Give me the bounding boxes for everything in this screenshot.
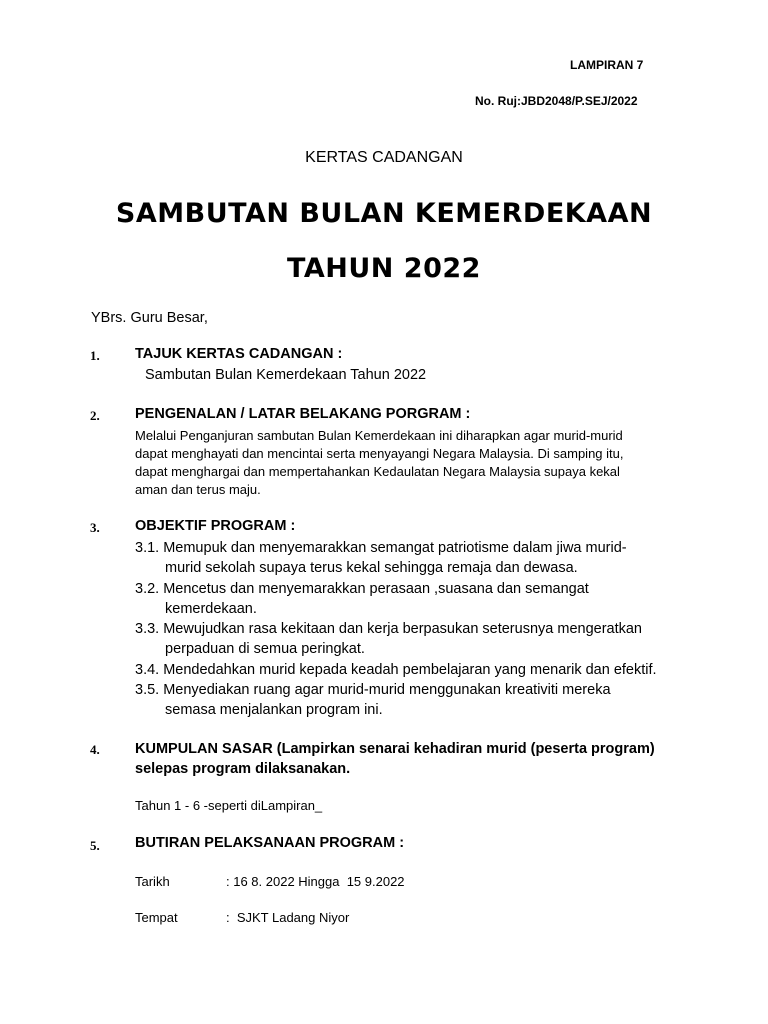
section-5-number: 5. <box>90 838 100 853</box>
objective-text: 3.3. Mewujudkan rasa kekitaan dan kerja berpasukan seterusnya mengeratkan <box>135 621 642 638</box>
salutation: YBrs. Guru Besar, <box>91 310 208 326</box>
objective-item <box>135 579 695 620</box>
section-1-number: 1. <box>90 348 100 363</box>
section-2-line: dapat menghargai dan mempertahankan Kedaulatan Negara Malaysia supaya kekal <box>135 464 620 479</box>
section-4-heading <box>135 739 655 779</box>
section-4-heading-line: selepas program dilaksanakan. <box>135 761 351 777</box>
objective-text: 3.5. Menyediakan ruang agar murid-murid menggunakan kreativiti mereka <box>135 682 611 699</box>
objective-item <box>135 538 695 579</box>
objectives-list <box>135 538 695 721</box>
section-2-line: Melalui Penganjuran sambutan Bulan Kemerdekaan ini diharapkan agar murid-murid <box>135 428 623 443</box>
objective-text: 3.4. Mendedahkan murid kepada keadah pembelajaran yang menarik dan efektif. <box>135 661 657 678</box>
section-3-heading: OBJEKTIF PROGRAM : <box>135 518 296 534</box>
reference-number: No. Ruj:JBD2048/P.SEJ/2022 <box>475 94 638 108</box>
section-3-number: 3. <box>90 520 100 535</box>
objective-text-cont: semasa menjalankan program ini. <box>165 702 383 719</box>
objective-item <box>135 680 695 721</box>
section-2-line: aman dan terus maju. <box>135 482 261 497</box>
tarikh-label: Tarikh <box>135 874 170 889</box>
section-4-number: 4. <box>90 742 100 757</box>
document-title-line1: SAMBUTAN BULAN KEMERDEKAAN <box>115 198 653 229</box>
objective-item <box>135 660 695 680</box>
section-2-line: dapat menghayati dan mencintai serta menyayangi Negara Malaysia. Di samping itu, <box>135 446 624 461</box>
tempat-label: Tempat <box>135 910 178 925</box>
section-1-heading: TAJUK KERTAS CADANGAN : <box>135 346 343 362</box>
objective-text: 3.1. Memupuk dan menyemarakkan semangat patriotisme dalam jiwa murid- <box>135 540 627 556</box>
objective-item <box>135 619 695 660</box>
document-title-line2: TAHUN 2022 <box>287 253 481 284</box>
objective-text-cont: murid sekolah supaya terus kekal sehingga remaja dan dewasa. <box>165 560 578 577</box>
objective-text: 3.2. Mencetus dan menyemarakkan perasaan ,suasana dan semangat <box>135 580 589 597</box>
section-4-text: Tahun 1 - 6 -seperti diLampiran_ <box>135 798 323 813</box>
objective-text-cont: kemerdekaan. <box>165 600 257 617</box>
section-2-paragraph <box>135 427 665 499</box>
section-4-heading-line: KUMPULAN SASAR (Lampirkan senarai kehadiran murid (peserta program) <box>135 741 655 757</box>
tempat-value: : SJKT Ladang Niyor <box>226 910 350 925</box>
tarikh-value: : 16 8. 2022 Hingga 15 9.2022 <box>226 874 405 889</box>
section-1-text: Sambutan Bulan Kemerdekaan Tahun 2022 <box>145 367 427 383</box>
document-type: KERTAS CADANGAN <box>305 149 463 166</box>
objective-text-cont: perpaduan di semua peringkat. <box>165 641 365 658</box>
section-5-heading: BUTIRAN PELAKSANAAN PROGRAM : <box>135 835 405 851</box>
attachment-label: LAMPIRAN 7 <box>570 58 644 72</box>
section-2-number: 2. <box>90 408 100 423</box>
section-2-heading: PENGENALAN / LATAR BELAKANG PORGRAM : <box>135 406 471 422</box>
